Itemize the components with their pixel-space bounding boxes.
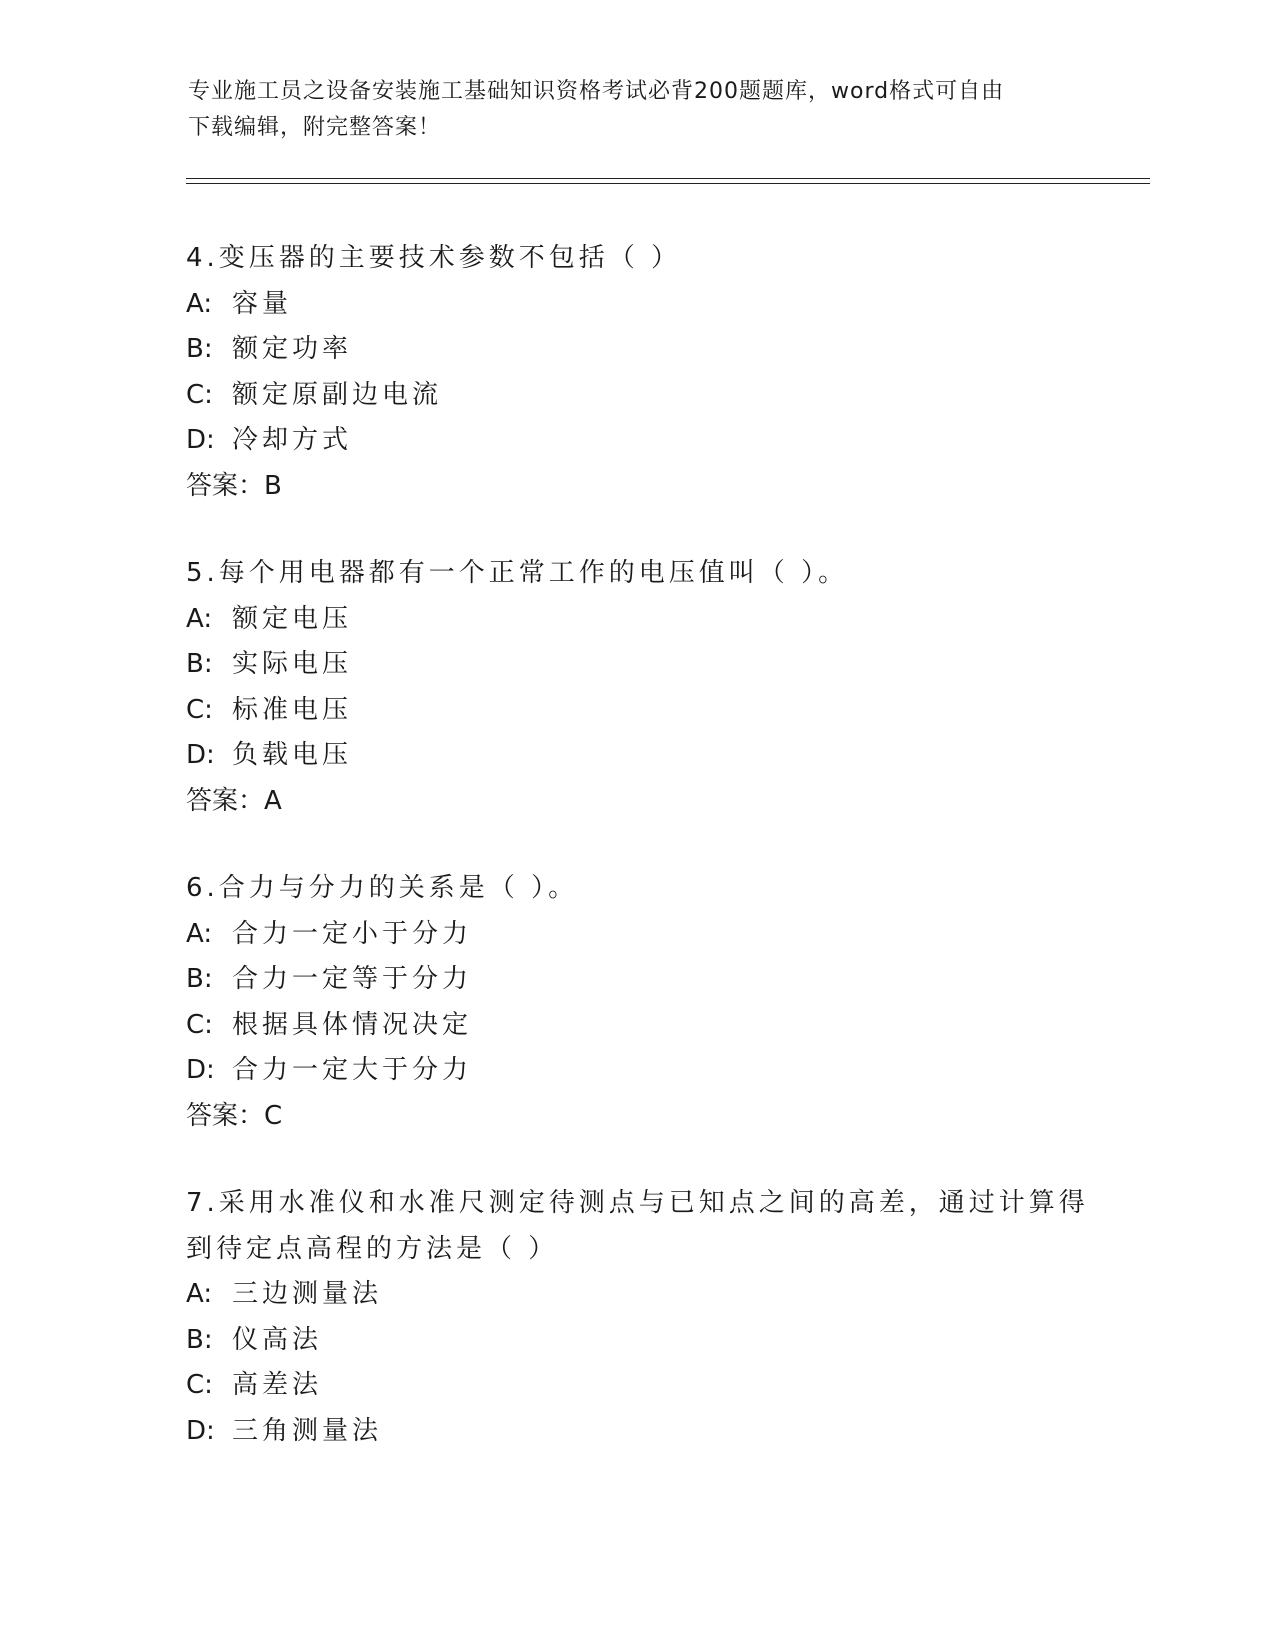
option-d	[186, 1048, 1126, 1094]
option-a	[186, 597, 1126, 643]
option-key: A:	[186, 603, 213, 634]
question-7	[186, 1181, 1126, 1454]
option-text: 根据具体情况决定	[232, 1009, 473, 1040]
option-key: B:	[186, 964, 213, 994]
option-key: D:	[186, 425, 215, 455]
question-4	[186, 236, 1126, 509]
answer-line: 答案：C	[186, 1100, 283, 1131]
question-stem: 6.合力与分力的关系是（ ）。	[186, 873, 579, 903]
option-d	[186, 418, 1126, 464]
option-text: 冷却方式	[232, 425, 353, 455]
option-key: A:	[186, 918, 213, 949]
option-text: 三角测量法	[232, 1415, 383, 1446]
option-text: 三边测量法	[232, 1279, 383, 1309]
option-key: A:	[186, 1279, 213, 1309]
option-text: 容量	[232, 288, 293, 319]
option-key: B:	[186, 1324, 213, 1355]
option-key: C:	[186, 1370, 213, 1400]
option-text: 合力一定等于分力	[232, 964, 473, 994]
option-key: A:	[186, 288, 213, 319]
option-text: 仪高法	[232, 1324, 323, 1355]
option-text: 额定电压	[232, 603, 353, 634]
header-divider-top	[186, 178, 1150, 179]
option-text: 合力一定小于分力	[232, 918, 473, 949]
option-b	[186, 327, 1126, 373]
option-text: 高差法	[232, 1370, 323, 1400]
option-b	[186, 642, 1126, 688]
option-key: C:	[186, 1009, 213, 1040]
option-a	[186, 912, 1126, 958]
question-stem: 4.变压器的主要技术参数不包括（ ）	[186, 243, 682, 273]
option-a	[186, 1272, 1126, 1318]
option-d	[186, 1409, 1126, 1455]
header-line-2: 下载编辑，附完整答案！	[188, 115, 442, 140]
option-key: D:	[186, 1055, 215, 1085]
question-stem: 5.每个用电器都有一个正常工作的电压值叫（ ）。	[186, 558, 849, 588]
option-key: B:	[186, 649, 213, 679]
option-b	[186, 1318, 1126, 1364]
option-a	[186, 282, 1126, 328]
option-text: 额定原副边电流	[232, 379, 443, 410]
header-line-1: 专业施工员之设备安装施工基础知识资格考试必背200题题库，word格式可自由	[188, 79, 1005, 104]
answer-line: 答案：B	[186, 470, 282, 501]
question-5	[186, 551, 1126, 824]
question-6	[186, 866, 1126, 1139]
question-stem-line-2: 到待定点高程的方法是（ ）	[186, 1233, 559, 1264]
option-text: 合力一定大于分力	[232, 1055, 473, 1085]
option-key: C:	[186, 694, 213, 725]
option-c	[186, 1003, 1126, 1049]
option-key: C:	[186, 379, 213, 410]
document-header	[188, 74, 1088, 146]
option-c	[186, 373, 1126, 419]
option-c	[186, 688, 1126, 734]
option-text: 额定功率	[232, 334, 353, 364]
option-key: B:	[186, 334, 213, 364]
question-stem-line-1: 7.采用水准仪和水准尺测定待测点与已知点之间的高差，通过计算得	[186, 1188, 1089, 1218]
option-key: D:	[186, 740, 215, 770]
option-c	[186, 1363, 1126, 1409]
answer-line: 答案：A	[186, 785, 282, 816]
question-list	[186, 236, 1126, 1496]
option-text: 负载电压	[232, 740, 353, 770]
option-b	[186, 957, 1126, 1003]
header-divider-bottom	[186, 183, 1150, 184]
option-text: 标准电压	[232, 694, 353, 725]
option-key: D:	[186, 1415, 215, 1446]
option-d	[186, 733, 1126, 779]
option-text: 实际电压	[232, 649, 353, 679]
